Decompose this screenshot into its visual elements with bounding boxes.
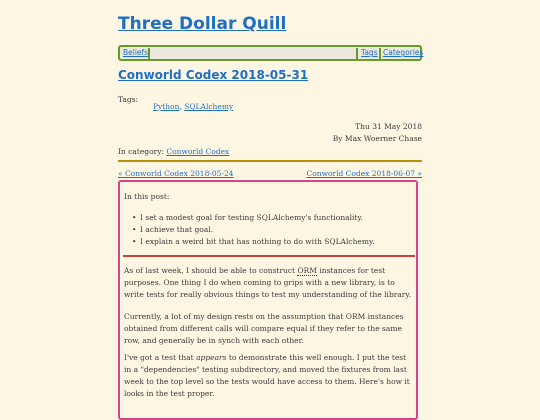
prev-post-link[interactable]: « Conworld Codex 2018-05-24: [118, 169, 234, 178]
paragraph-2: Currently, a lot of my design rests on the assumption that ORM instances obtained from different calls will compare equal if they refer to the same row, and generally be in synch with each other.: [124, 312, 404, 345]
emphasis-appears: appears: [196, 353, 227, 362]
post-category: [118, 147, 229, 156]
paragraph-3-start: I've got a test that: [124, 353, 194, 362]
paragraph-1-start: As of last week, I should be able to construct: [124, 266, 296, 275]
toc-item: • I explain a weird bit that has nothing to do with SQLAlchemy.: [140, 236, 375, 248]
nav-link-beliefs[interactable]: Beliefs: [123, 48, 149, 57]
toc-item: • I achieve that goal.: [140, 224, 375, 236]
nav-link-categories[interactable]: Categories: [383, 48, 424, 57]
toc-list: [140, 212, 375, 248]
paragraph-1-end: instances for test purposes. One thing I do when coming to grips with a new library, is to write tests for really obvious things to test my understanding of the library.: [124, 266, 412, 299]
header-divider: [118, 160, 422, 162]
orm-abbreviation[interactable]: ORM: [297, 266, 317, 275]
tag-link-python[interactable]: Python: [153, 102, 180, 111]
post-title-link[interactable]: Conworld Codex 2018-05-31: [118, 68, 309, 82]
post-author: By Max Woerner Chase: [332, 134, 422, 143]
post-date: Thu 31 May 2018: [355, 122, 422, 131]
tags-label: Tags:: [118, 95, 139, 104]
tags-list: [153, 102, 233, 111]
tag-separator: ,: [179, 102, 182, 111]
toc-intro: In this post:: [124, 192, 170, 201]
nav-bar: [118, 45, 422, 61]
category-link[interactable]: Conworld Codex: [166, 147, 230, 156]
nav-separator: [356, 48, 358, 59]
nav-link-tags[interactable]: Tags: [361, 48, 378, 57]
next-post-link[interactable]: Conworld Codex 2018-06-07 »: [306, 169, 422, 178]
paragraph-3-end: to demonstrate this well enough. I put the test in a "dependencies" testing subdirectory, and moved the fixtures from last week to the top level so the tests would have access to them. Here's how it looks in the test proper.: [124, 353, 410, 398]
tag-link-sqlalchemy[interactable]: SQLAlchemy: [184, 102, 234, 111]
post-content: [118, 180, 418, 420]
nav-separator: [379, 48, 381, 59]
paragraph-3: [124, 352, 414, 400]
nav-separator: [148, 48, 150, 59]
category-label: In category:: [118, 147, 164, 156]
toc-divider: [123, 255, 415, 257]
toc-item: • I set a modest goal for testing SQLAlchemy's functionality.: [140, 212, 375, 224]
paragraph-1: [124, 265, 414, 301]
site-title-link[interactable]: Three Dollar Quill: [118, 14, 287, 34]
